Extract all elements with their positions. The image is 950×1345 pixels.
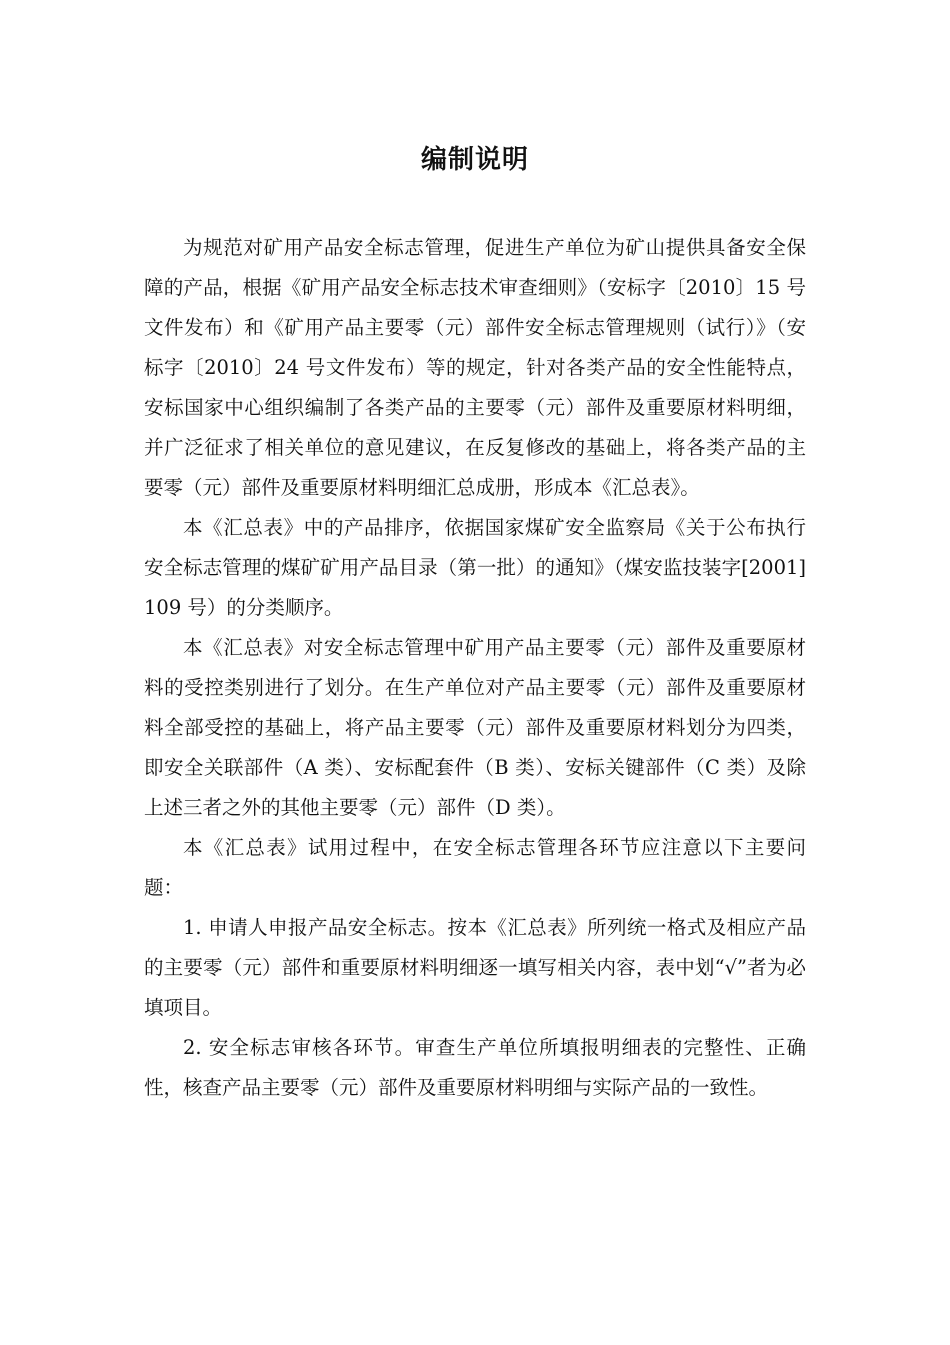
paragraph-ordering: 本《汇总表》中的产品排序，依据国家煤矿安全监察局《关于公布执行安全标志管理的煤矿矿用产品目录（第一批）的通知》（煤安监技装字[2001]109 号）的分类顺序。 xyxy=(144,516,806,619)
paragraph-note-1: 1. 申请人申报产品安全标志。按本《汇总表》所列统一格式及相应产品的主要零（元）部件和重要原材料明细逐一填写相关内容，表中划“√”者为必填项目。 xyxy=(144,916,806,1019)
page-title: 编制说明 xyxy=(420,145,529,175)
document-body xyxy=(144,228,806,1108)
paragraph-note-2: 2. 安全标志审核各环节。审查生产单位所填报明细表的完整性、正确性，核查产品主要零（元）部件及重要原材料明细与实际产品的一致性。 xyxy=(144,1036,806,1099)
paragraph-intro: 为规范对矿用产品安全标志管理，促进生产单位为矿山提供具备安全保障的产品，根据《矿用产品安全标志技术审查细则》（安标字〔2010〕15 号文件发布）和《矿用产品主要零（元）部件安全标志管理规则（试行）》（安标字〔2010〕24 号文件发布）等的规定，针对各类产品的安全性能特点，安标国家中心组织编制了各类产品的主要零（元）部件及重要原材料明细，并广泛征求了相关单位的意见建议，在反复修改的基础上，将各类产品的主要零（元）部件及重要原材料明细汇总成册，形成本《汇总表》。 xyxy=(144,236,806,499)
paragraph-classification: 本《汇总表》对安全标志管理中矿用产品主要零（元）部件及重要原材料的受控类别进行了划分。在生产单位对产品主要零（元）部件及重要原材料全部受控的基础上，将产品主要零（元）部件及重要原材料划分为四类，即安全关联部件（A 类）、安标配套件（B 类）、安标关键部件（C 类）及除上述三者之外的其他主要零（元）部件（D 类）。 xyxy=(144,636,806,819)
paragraph-notes-intro: 本《汇总表》试用过程中，在安全标志管理各环节应注意以下主要问题： xyxy=(144,836,806,899)
